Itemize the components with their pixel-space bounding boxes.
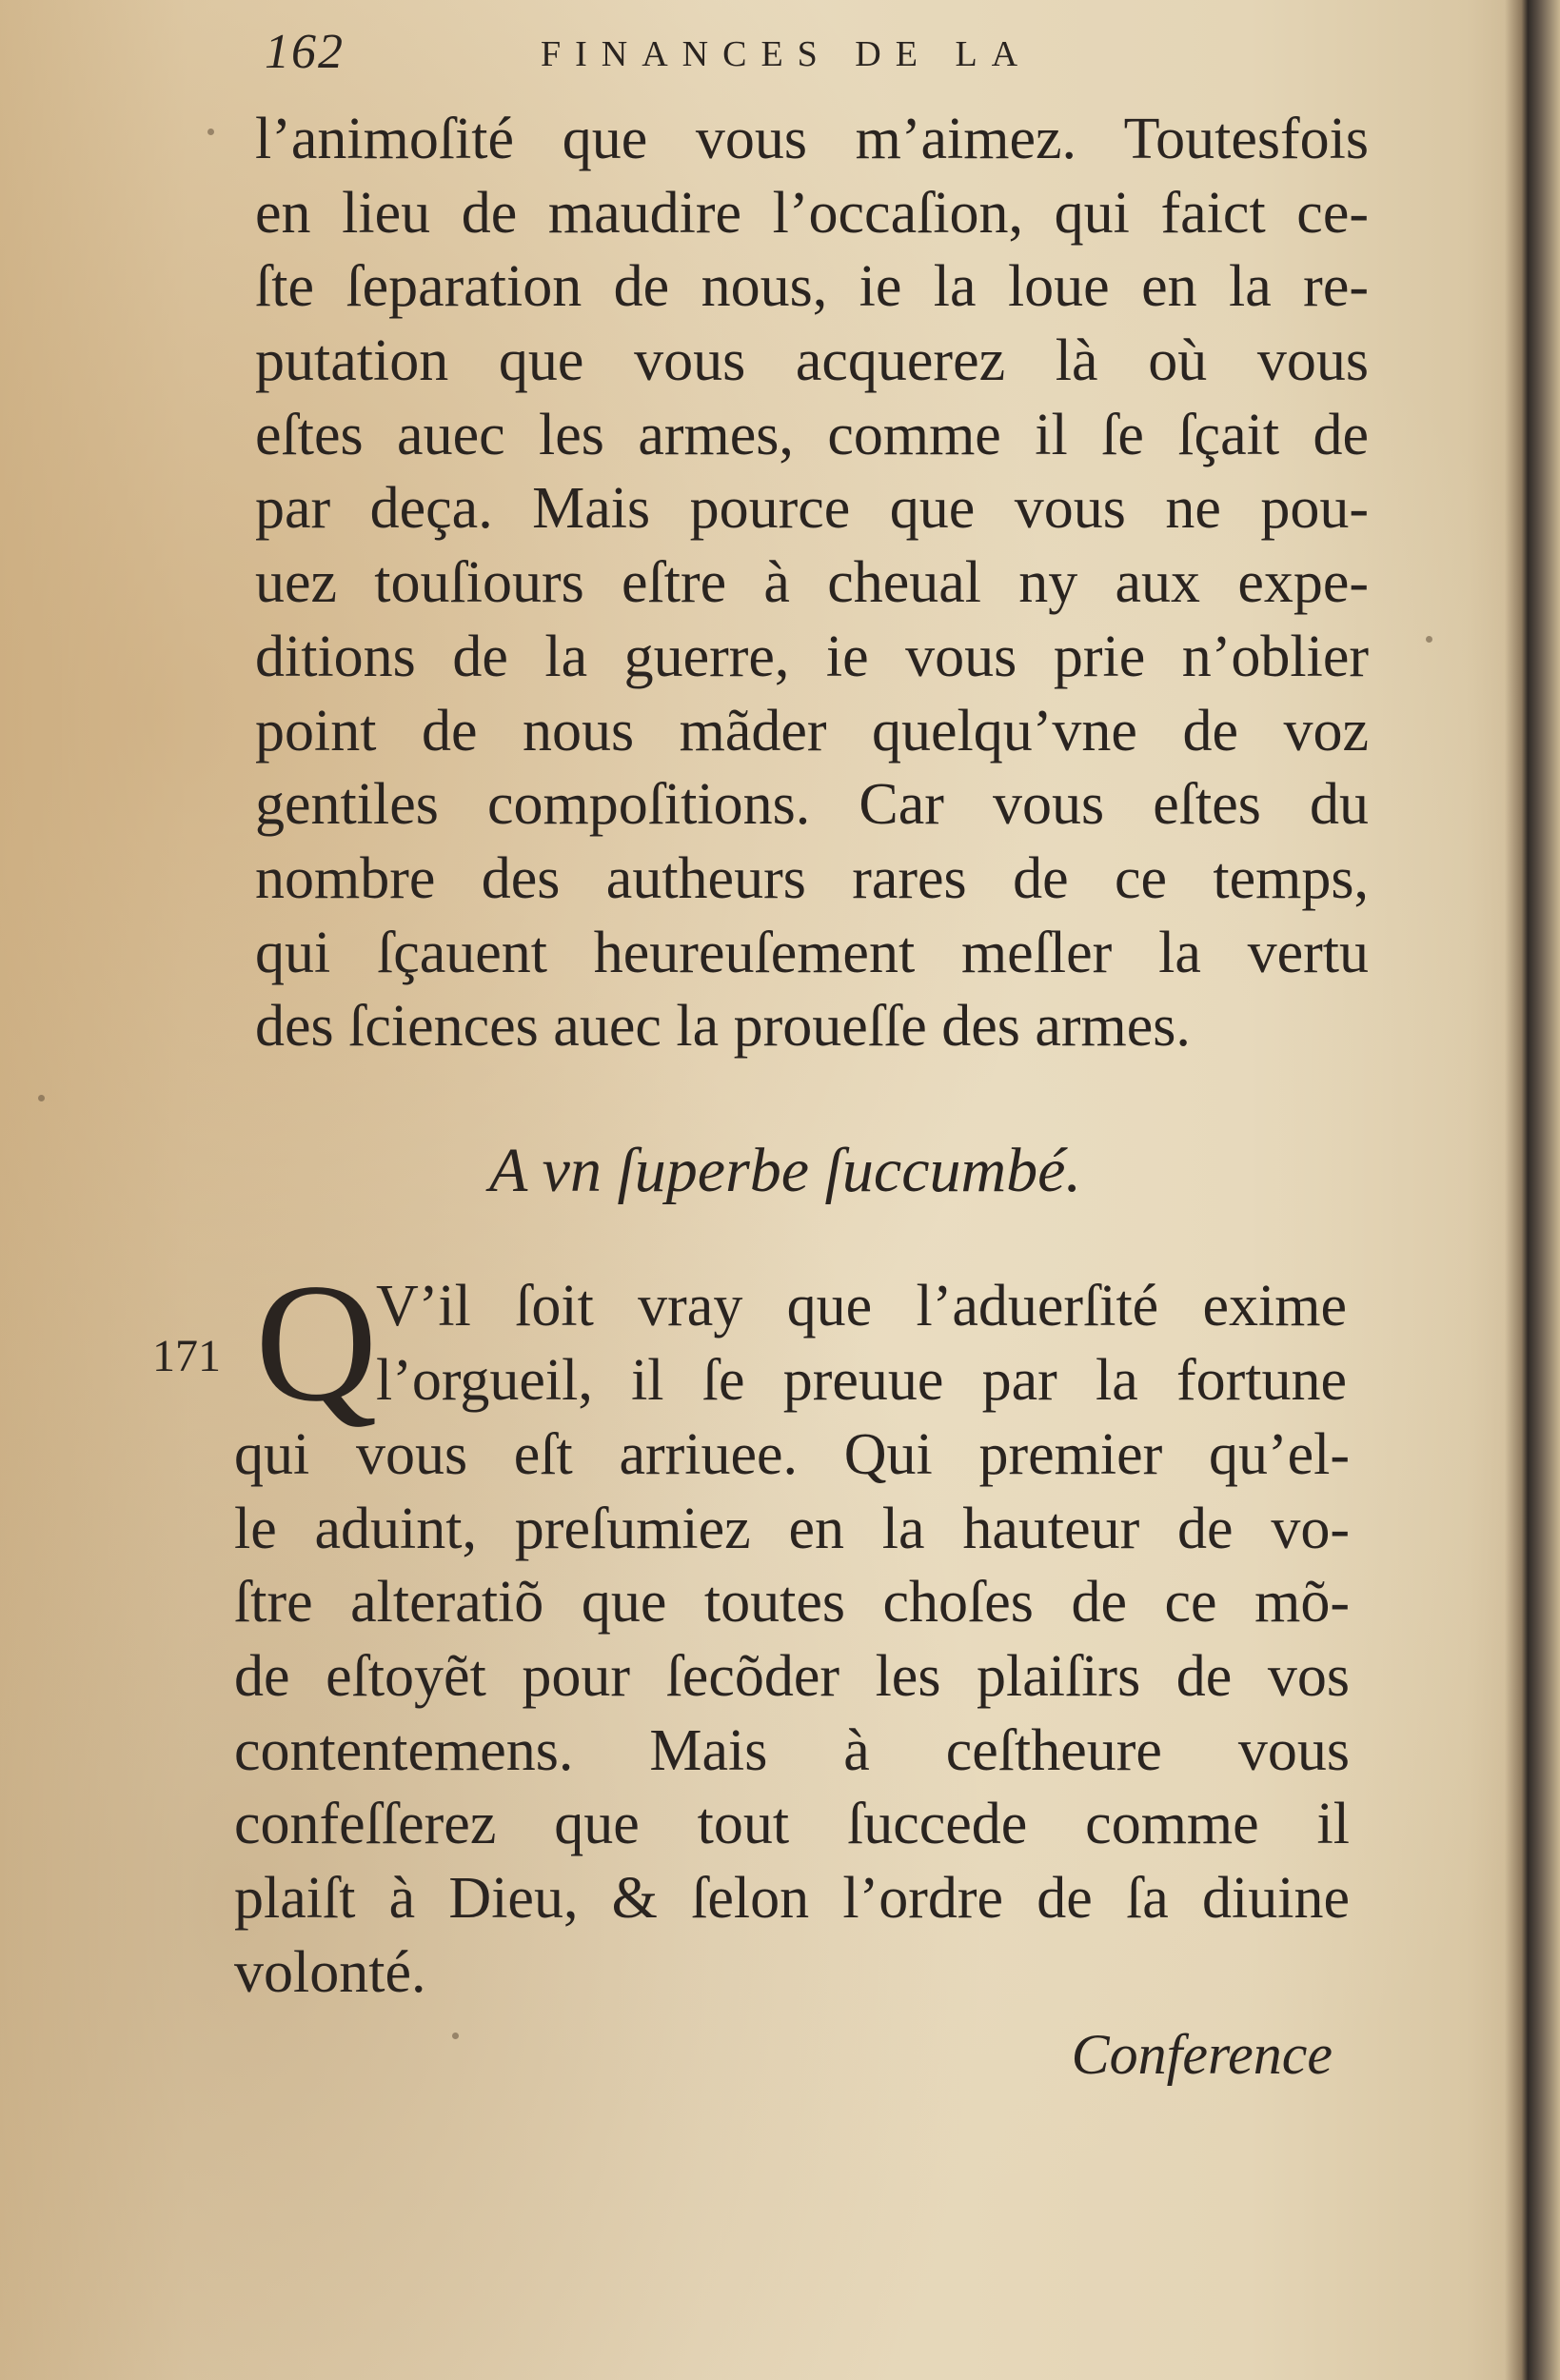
text-line: contentemens. Mais à ceſtheure vous xyxy=(234,1717,1350,1783)
text-line: V’il ſoit vray que l’aduerſité exime xyxy=(376,1274,1347,1339)
text-line: qui ſçauent heureuſement meſler la vertu xyxy=(255,920,1369,985)
text-line: l’animoſité que vous m’aimez. Toutesfois xyxy=(255,107,1369,171)
ink-speck xyxy=(1426,636,1432,643)
catchword: Conference xyxy=(1071,2023,1333,2086)
text-line: volonté. xyxy=(234,1939,426,2005)
text-line: nombre des autheurs rares de ce temps, xyxy=(255,845,1369,911)
letter-opening-lines xyxy=(376,1270,1347,1418)
text-line: ditions de la guerre, ie vous prie n’oblier xyxy=(255,624,1369,689)
text-line: confeſſerez que tout ſuccede comme il xyxy=(234,1792,1350,1857)
book-spine-gutter xyxy=(1505,0,1560,2380)
text-line: par deça. Mais pource que vous ne pou- xyxy=(255,476,1369,542)
text-line: le aduint, preſumiez en la hauteur de vo- xyxy=(234,1496,1350,1561)
text-line: ſtre alteratiõ que toutes choſes de ce mõ- xyxy=(234,1570,1350,1636)
section-heading: A vn ſuperbe ſuccumbé. xyxy=(489,1136,1081,1205)
text-line: en lieu de maudire l’occaſion, qui faict ce- xyxy=(255,180,1369,246)
page-header xyxy=(265,19,1121,86)
text-line: l’orgueil, il ſe preuue par la fortune xyxy=(376,1347,1347,1413)
text-line: gentiles compoſitions. Car vous eſtes du xyxy=(255,772,1369,838)
drop-cap-initial: Q xyxy=(255,1248,378,1437)
text-line: point de nous mãder quelqu’vne de voz xyxy=(255,698,1369,764)
text-line: eſtes auec les armes, comme il ſe ſçait de xyxy=(255,402,1369,467)
ink-speck xyxy=(207,129,214,135)
ink-speck xyxy=(452,2033,459,2039)
text-line: ſte ſeparation de nous, ie la loue en la re- xyxy=(255,254,1369,320)
running-title: FINANCES DE LA xyxy=(541,34,1033,74)
text-line: putation que vous acquerez là où vous xyxy=(255,328,1369,394)
text-line: qui vous eſt arriuee. Qui premier qu’el- xyxy=(234,1422,1350,1487)
text-line: de eſtoyẽt pour ſecõder les plaiſirs de vos xyxy=(234,1644,1350,1710)
text-line: plaiſt à Dieu, & ſelon l’ordre de ſa diuine xyxy=(234,1866,1350,1932)
letter-paragraph xyxy=(255,103,1369,1064)
text-line: uez touſiours eſtre à cheual ny aux expe- xyxy=(255,550,1369,616)
text-line: des ſciences auec la proueſſe des armes. xyxy=(255,994,1191,1060)
ink-speck xyxy=(38,1095,45,1101)
marginal-letter-number: 171 xyxy=(152,1331,221,1381)
page-number: 162 xyxy=(265,25,345,79)
letter-paragraph xyxy=(234,1418,1350,2011)
